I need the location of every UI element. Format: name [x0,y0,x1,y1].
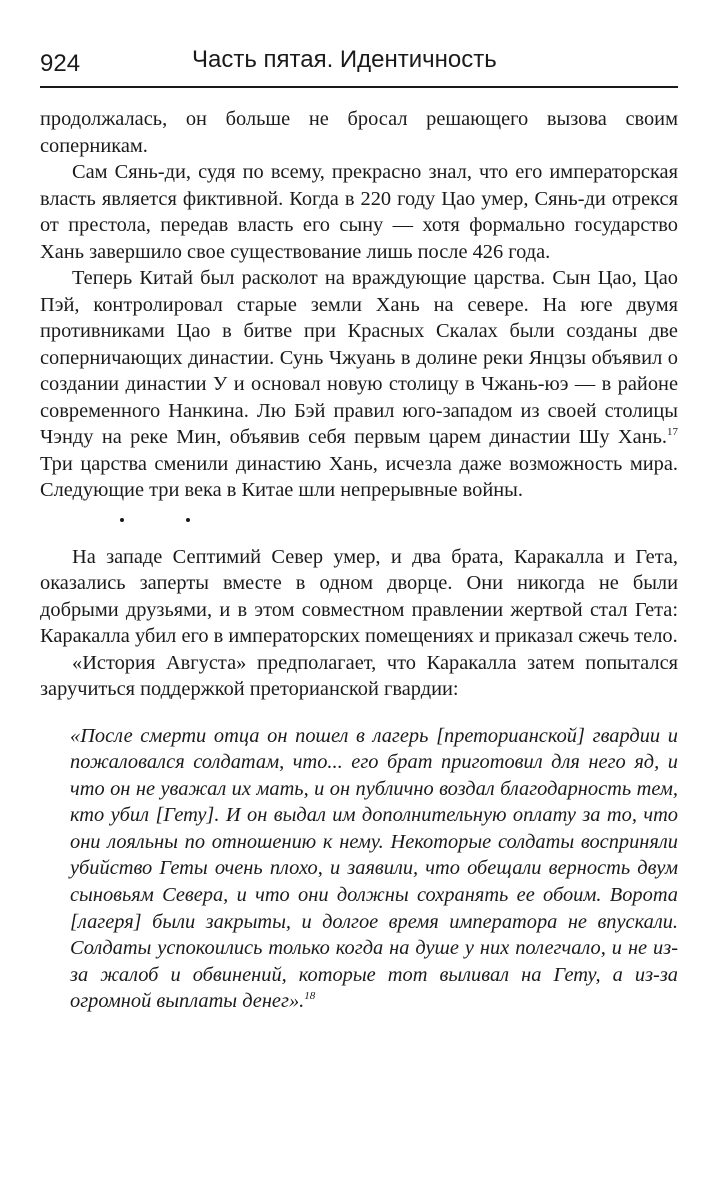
running-title: Часть пятая. Идентичность [192,46,497,73]
paragraph-historia-augusta: «История Августа» предполагает, что Каракалла затем попытался заручиться поддержкой преторианской гвардии: [40,651,678,700]
paragraph-xian-di: Сам Сянь-ди, судя по всему, прекрасно знал, что его императорская власть является фиктивной. Когда в 220 году Цао умер, Сянь-ди отрекся от престола, передав власть его сыну — хотя формально государство Хань завершило свое существование лишь после 426 года. [40,161,678,263]
paragraph-three-kingdoms-text: Теперь Китай был расколот на враждующие царства. Сын Цао, Цао Пэй, контролировал старые земли Хань на севере. На юге двумя противниками Цао в битве при Красных Скалах были созданы две соперничающих династии. Сунь Чжуань в долине реки Янцзы объявил о создании династии У и основал новую столицу в Чжань-юэ — в районе современного Нанкина. Лю Бэй правил юго-западом из своей столицы Чэнду на реке Мин, объявив себя первым царем династии Шу Хань. [40,267,678,448]
page-header [40,42,678,88]
page-number: 924 [40,50,81,77]
paragraph-three-kingdoms [40,265,678,504]
block-quote-text: «После смерти отца он пошел в лагерь [преторианской] гвардии и пожаловался солдатам, что... его брат приготовил для него яд, и что он не уважал их мать, и он публично воздал благодарность тем, кто убил [Гету]. И он выдал им дополнительную оплату за то, что они лояльны по отношению к нему. Некоторые солдаты восприняли убийство Геты очень плохо, и заявили, что обещали верность двум сыновьям Севера, и что они должны сохранять ее обоим. Ворота [лагеря] были закрыты, и долгое время императора не впускали. Солдаты успокоились только когда на душе у них полегчало, и не из-за жалоб и обвинений, которые тот выливал на Гету, а из-за огромной выплаты денег». [70,724,678,1013]
section-break [40,504,678,544]
paragraph-continuation: продолжалась, он больше не бросал решающего вызова своим соперникам. [40,108,678,157]
paragraph-septimius: На западе Септимий Север умер, и два брата, Каракалла и Гета, оказались заперты вместе в одном дворце. Они никогда не были добрыми друзьями, и в этом совместном правлении жертвой стал Гета: Каракалла убил его в императорских помещениях и приказал сжечь тело. [40,545,678,647]
footnote-ref-17: 17 [667,426,678,439]
section-break-dot [186,518,190,522]
body-text [40,106,678,1015]
footnote-ref-18: 18 [304,990,316,1003]
block-quote [70,723,678,1016]
section-break-dot [120,518,124,522]
paragraph-three-kingdoms-tail: Три царства сменили династию Хань, исчезла даже возможность мира. Следующие три века в Китае шли непрерывные войны. [40,452,678,501]
